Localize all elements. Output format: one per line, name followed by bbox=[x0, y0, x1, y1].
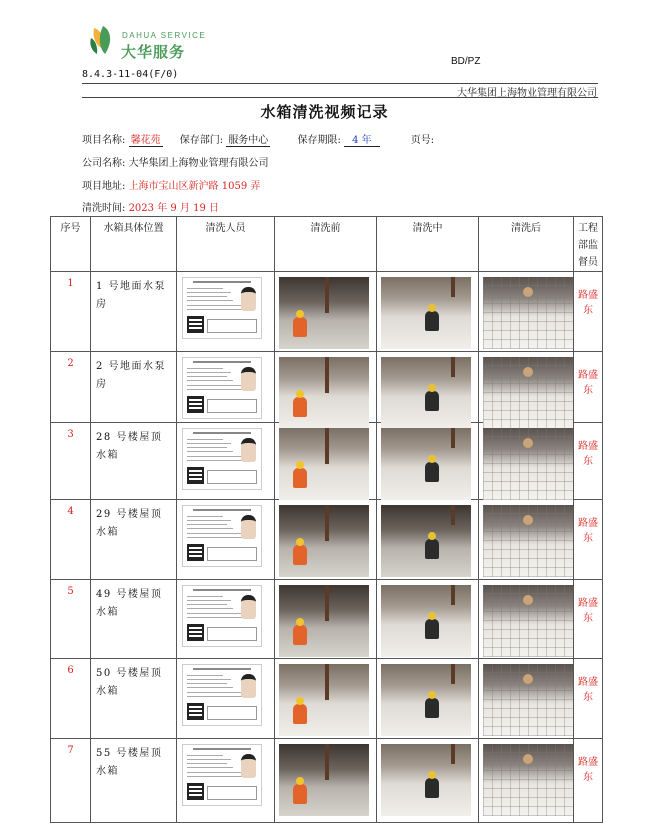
staff-id-card-cell bbox=[177, 423, 275, 500]
photo-during-cell bbox=[377, 423, 479, 500]
company-value: 大华集团上海物业管理有限公司 bbox=[128, 158, 269, 169]
brand-name-cn: 大华服务 bbox=[121, 43, 186, 61]
qr-code-icon bbox=[187, 316, 204, 333]
photo-during-cell bbox=[377, 659, 479, 739]
staff-photo bbox=[241, 287, 256, 311]
header-no: 序号 bbox=[51, 217, 91, 272]
row-number: 2 bbox=[51, 352, 91, 423]
info-line-address bbox=[82, 177, 260, 192]
period-value: 4 年 bbox=[344, 135, 380, 147]
qr-code-icon bbox=[187, 467, 204, 484]
table-row bbox=[51, 739, 603, 823]
staff-id-card bbox=[182, 744, 262, 806]
staff-photo bbox=[241, 595, 256, 619]
page-label: 页号: bbox=[410, 135, 435, 146]
row-supervisor: 路盛东 bbox=[574, 580, 603, 659]
staff-id-card bbox=[182, 664, 262, 726]
photo-after-cell bbox=[479, 659, 574, 739]
photo-during bbox=[381, 357, 471, 429]
header-before: 清洗前 bbox=[275, 217, 377, 272]
company-label: 公司名称: bbox=[82, 158, 126, 169]
photo-during bbox=[381, 664, 471, 736]
time-value: 2023 年 9 月 19 日 bbox=[128, 203, 219, 214]
photo-after bbox=[483, 428, 573, 500]
staff-id-card-cell bbox=[177, 272, 275, 352]
photo-before-cell bbox=[275, 580, 377, 659]
photo-before bbox=[279, 664, 369, 736]
row-location: 49 号楼屋顶水箱 bbox=[91, 580, 177, 659]
row-location: 50 号楼屋顶水箱 bbox=[91, 659, 177, 739]
project-value: 馨花苑 bbox=[130, 135, 161, 146]
info-line-time bbox=[82, 199, 219, 214]
qr-code-icon bbox=[187, 703, 204, 720]
photo-before-cell bbox=[275, 423, 377, 500]
row-supervisor: 路盛东 bbox=[574, 659, 603, 739]
row-number: 5 bbox=[51, 580, 91, 659]
photo-before bbox=[279, 428, 369, 500]
photo-after bbox=[483, 277, 573, 349]
project-label: 项目名称: bbox=[82, 135, 126, 146]
header-location: 水箱具体位置 bbox=[91, 217, 177, 272]
photo-after bbox=[483, 505, 573, 577]
staff-id-card bbox=[182, 428, 262, 490]
photo-after-cell bbox=[479, 423, 574, 500]
table-row bbox=[51, 659, 603, 739]
photo-during bbox=[381, 505, 471, 577]
staff-id-card-cell bbox=[177, 659, 275, 739]
photo-before bbox=[279, 505, 369, 577]
row-location: 55 号楼屋顶水箱 bbox=[91, 739, 177, 823]
photo-before-cell bbox=[275, 739, 377, 823]
cleaning-record-table bbox=[50, 216, 603, 823]
photo-during-cell bbox=[377, 739, 479, 823]
staff-id-card bbox=[182, 585, 262, 647]
table-row bbox=[51, 423, 603, 500]
photo-during-cell bbox=[377, 272, 479, 352]
qr-code-icon bbox=[187, 783, 204, 800]
row-supervisor: 路盛东 bbox=[574, 739, 603, 823]
header-after: 清洗后 bbox=[479, 217, 574, 272]
photo-after bbox=[483, 664, 573, 736]
photo-during-cell bbox=[377, 500, 479, 580]
photo-before bbox=[279, 744, 369, 816]
row-number: 1 bbox=[51, 272, 91, 352]
staff-id-card-cell bbox=[177, 500, 275, 580]
period-label: 保存期限: bbox=[297, 135, 341, 146]
dept-label: 保存部门: bbox=[179, 135, 224, 146]
photo-before-cell bbox=[275, 272, 377, 352]
photo-before-cell bbox=[275, 352, 377, 423]
table-header-row bbox=[51, 217, 603, 272]
photo-after-cell bbox=[479, 500, 574, 580]
table-row bbox=[51, 352, 603, 423]
row-number: 6 bbox=[51, 659, 91, 739]
divider bbox=[82, 97, 598, 98]
photo-after bbox=[483, 357, 573, 429]
time-label: 清洗时间: bbox=[82, 203, 126, 214]
table-row bbox=[51, 580, 603, 659]
staff-id-card-cell bbox=[177, 739, 275, 823]
photo-during bbox=[381, 744, 471, 816]
staff-id-card-cell bbox=[177, 580, 275, 659]
staff-photo bbox=[241, 438, 256, 462]
info-line-company bbox=[82, 154, 269, 169]
qr-code-icon bbox=[187, 624, 204, 641]
row-location: 1 号地面水泵房 bbox=[91, 272, 177, 352]
doc-code-right: BD/PZ bbox=[451, 56, 481, 67]
row-number: 7 bbox=[51, 739, 91, 823]
staff-id-card bbox=[182, 357, 262, 419]
photo-during bbox=[381, 428, 471, 500]
photo-before bbox=[279, 277, 369, 349]
dahua-logo-icon bbox=[89, 24, 115, 56]
staff-photo bbox=[241, 674, 256, 698]
photo-after bbox=[483, 585, 573, 657]
table-row bbox=[51, 272, 603, 352]
header-staff: 清洗人员 bbox=[177, 217, 275, 272]
row-location: 28 号楼屋顶水箱 bbox=[91, 423, 177, 500]
staff-photo bbox=[241, 754, 256, 778]
table-row bbox=[51, 500, 603, 580]
photo-after-cell bbox=[479, 352, 574, 423]
photo-after-cell bbox=[479, 739, 574, 823]
page-title: 水箱清洗视频记录 bbox=[260, 103, 389, 121]
row-number: 3 bbox=[51, 423, 91, 500]
dept-value: 服务中心 bbox=[228, 135, 269, 146]
photo-before bbox=[279, 357, 369, 429]
header-supervisor: 工程部监督员 bbox=[574, 217, 603, 272]
row-location: 29 号楼屋顶水箱 bbox=[91, 500, 177, 580]
row-supervisor: 路盛东 bbox=[574, 272, 603, 352]
row-supervisor: 路盛东 bbox=[574, 423, 603, 500]
staff-id-card bbox=[182, 277, 262, 339]
photo-during bbox=[381, 585, 471, 657]
photo-after-cell bbox=[479, 580, 574, 659]
header-during: 清洗中 bbox=[377, 217, 479, 272]
address-value: 上海市宝山区新沪路 1059 弄 bbox=[128, 181, 261, 192]
photo-after bbox=[483, 744, 573, 816]
staff-photo bbox=[241, 515, 256, 539]
address-label: 项目地址: bbox=[82, 181, 126, 192]
staff-id-card bbox=[182, 505, 262, 567]
qr-code-icon bbox=[187, 396, 204, 413]
photo-during-cell bbox=[377, 352, 479, 423]
company-header: 大华集团上海物业管理有限公司 bbox=[457, 88, 597, 99]
photo-during bbox=[381, 277, 471, 349]
doc-code-left: 8.4.3-11-04(F/0) bbox=[82, 69, 179, 80]
qr-code-icon bbox=[187, 544, 204, 561]
photo-after-cell bbox=[479, 272, 574, 352]
info-line-project bbox=[82, 131, 434, 146]
staff-id-card-cell bbox=[177, 352, 275, 423]
staff-photo bbox=[241, 367, 256, 391]
row-supervisor: 路盛东 bbox=[574, 500, 603, 580]
brand-name-en: DAHUA SERVICE bbox=[122, 31, 207, 40]
row-number: 4 bbox=[51, 500, 91, 580]
photo-before bbox=[279, 585, 369, 657]
row-location: 2 号地面水泵房 bbox=[91, 352, 177, 423]
photo-before-cell bbox=[275, 659, 377, 739]
row-supervisor: 路盛东 bbox=[574, 352, 603, 423]
photo-before-cell bbox=[275, 500, 377, 580]
photo-during-cell bbox=[377, 580, 479, 659]
